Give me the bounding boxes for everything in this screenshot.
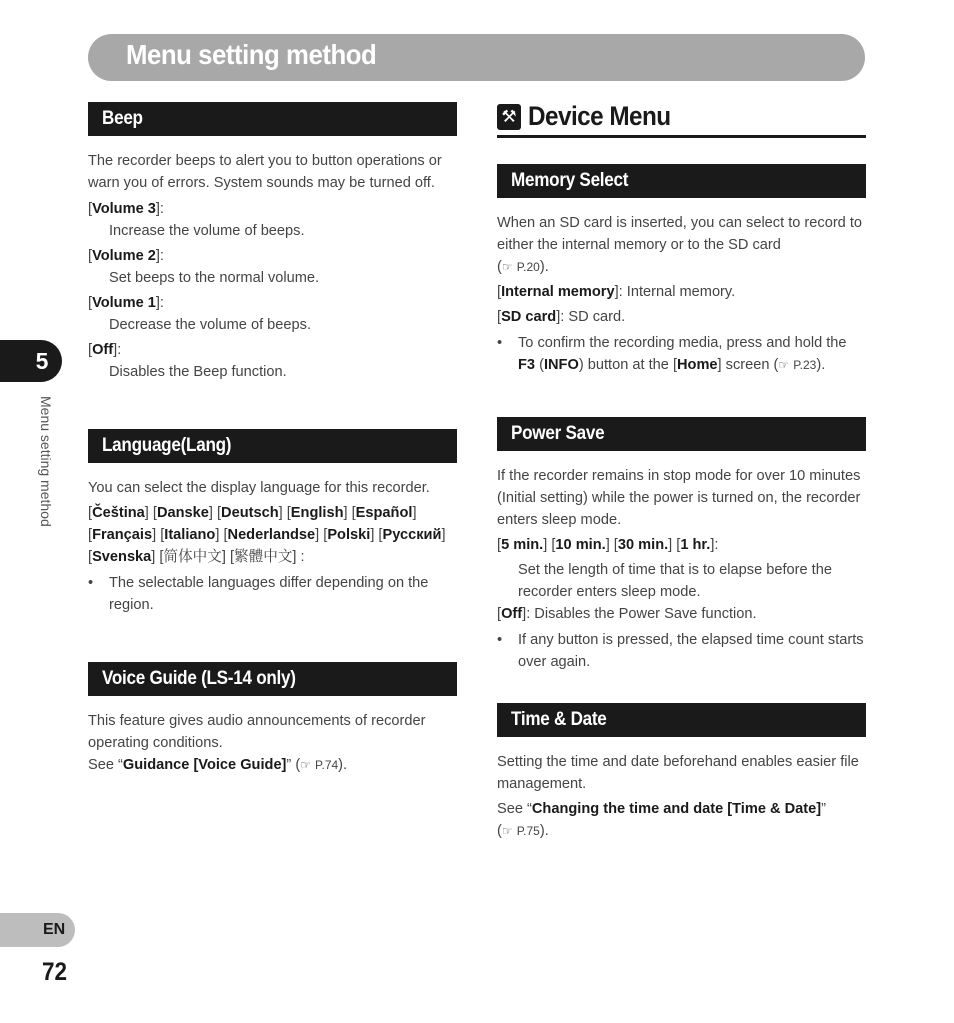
- page-title: Menu setting method: [126, 39, 377, 70]
- language-heading: Language(Lang): [88, 429, 457, 463]
- voice-guide-heading: Voice Guide (LS-14 only): [88, 662, 457, 696]
- chapter-tab: 5: [0, 340, 62, 382]
- reference-icon: ☞: [300, 758, 311, 772]
- power-save-options-desc: Set the length of time that is to elapse before the recorder enters sleep mode.: [518, 562, 832, 600]
- power-save-off: [Off]: Disables the Power Save function.: [497, 606, 757, 622]
- power-save-note: • If any button is pressed, the elapsed time count starts over again.: [497, 629, 866, 673]
- left-column: [88, 102, 457, 776]
- power-save-options: [5 min.] [10 min.] [30 min.] [1 hr.]:: [497, 537, 719, 553]
- page-number: 72: [42, 958, 68, 986]
- page-title-bar: [88, 34, 865, 81]
- beep-option-desc: Set beeps to the normal volume.: [109, 270, 320, 286]
- beep-option: [Volume 2]:: [88, 248, 164, 264]
- voice-guide-section: [88, 662, 457, 776]
- reference-icon: ☞: [778, 358, 790, 372]
- language-intro: You can select the display language for this recorder.: [88, 480, 430, 496]
- beep-option: [Volume 3]:: [88, 201, 164, 217]
- beep-section: [88, 102, 457, 383]
- reference-icon: ☞: [501, 260, 513, 274]
- language-note: • The selectable languages differ depending on the region.: [88, 572, 457, 616]
- beep-option-desc: Decrease the volume of beeps.: [109, 317, 311, 333]
- beep-option: [Off]:: [88, 342, 122, 358]
- language-section: [88, 429, 457, 616]
- beep-option-desc: Disables the Beep function.: [109, 364, 287, 380]
- wrench-icon: ⚒: [497, 104, 521, 130]
- time-date-heading: Time & Date: [497, 703, 866, 737]
- beep-option-desc: Increase the volume of beeps.: [109, 223, 305, 239]
- language-list: [Čeština] [Danske] [Deutsch] [English] [Español] [Français] [Italiano] [Nederlandse] [Polski] [Русский] [Svenska] [简体中文] [繁體中文] :: [88, 505, 446, 565]
- beep-options: [88, 198, 457, 383]
- beep-option: [Volume 1]:: [88, 295, 164, 311]
- voice-guide-reference: See “Guidance [Voice Guide]” (☞ P.74).: [88, 757, 348, 773]
- right-column: [497, 100, 866, 842]
- time-date-intro: Setting the time and date beforehand enables easier file management.: [497, 754, 859, 792]
- reference-icon: ☞: [501, 824, 513, 838]
- memory-option-sd: [SD card]: SD card.: [497, 309, 626, 325]
- voice-guide-intro: This feature gives audio announcements of recorder operating conditions.: [88, 713, 426, 751]
- memory-select-note: • To confirm the recording media, press and hold the F3 (INFO) button at the [Home] screen (☞ P.23).: [497, 332, 866, 376]
- memory-select-section: [497, 164, 866, 376]
- power-save-heading: Power Save: [497, 417, 866, 451]
- language-tab: EN: [0, 913, 75, 947]
- device-menu-heading: ⚒ Device Menu: [497, 100, 866, 138]
- power-save-section: [497, 417, 866, 673]
- memory-select-heading: Memory Select: [497, 164, 866, 198]
- memory-option-internal: [Internal memory]: Internal memory.: [497, 284, 736, 300]
- time-date-section: [497, 703, 866, 842]
- beep-intro: The recorder beeps to alert you to button operations or warn you of errors. System sounds may be turned off.: [88, 153, 442, 191]
- time-date-reference: See “Changing the time and date [Time & Date]” (☞ P.75).: [497, 801, 826, 839]
- power-save-intro: If the recorder remains in stop mode for over 10 minutes (Initial setting) while the power is turned on, the recorder enters sleep mode.: [497, 468, 861, 528]
- chapter-label: Menu setting method: [38, 396, 54, 527]
- memory-select-intro: When an SD card is inserted, you can select to record to either the internal memory or to the SD card (☞ P.20).: [497, 215, 863, 275]
- beep-heading: Beep: [88, 102, 457, 136]
